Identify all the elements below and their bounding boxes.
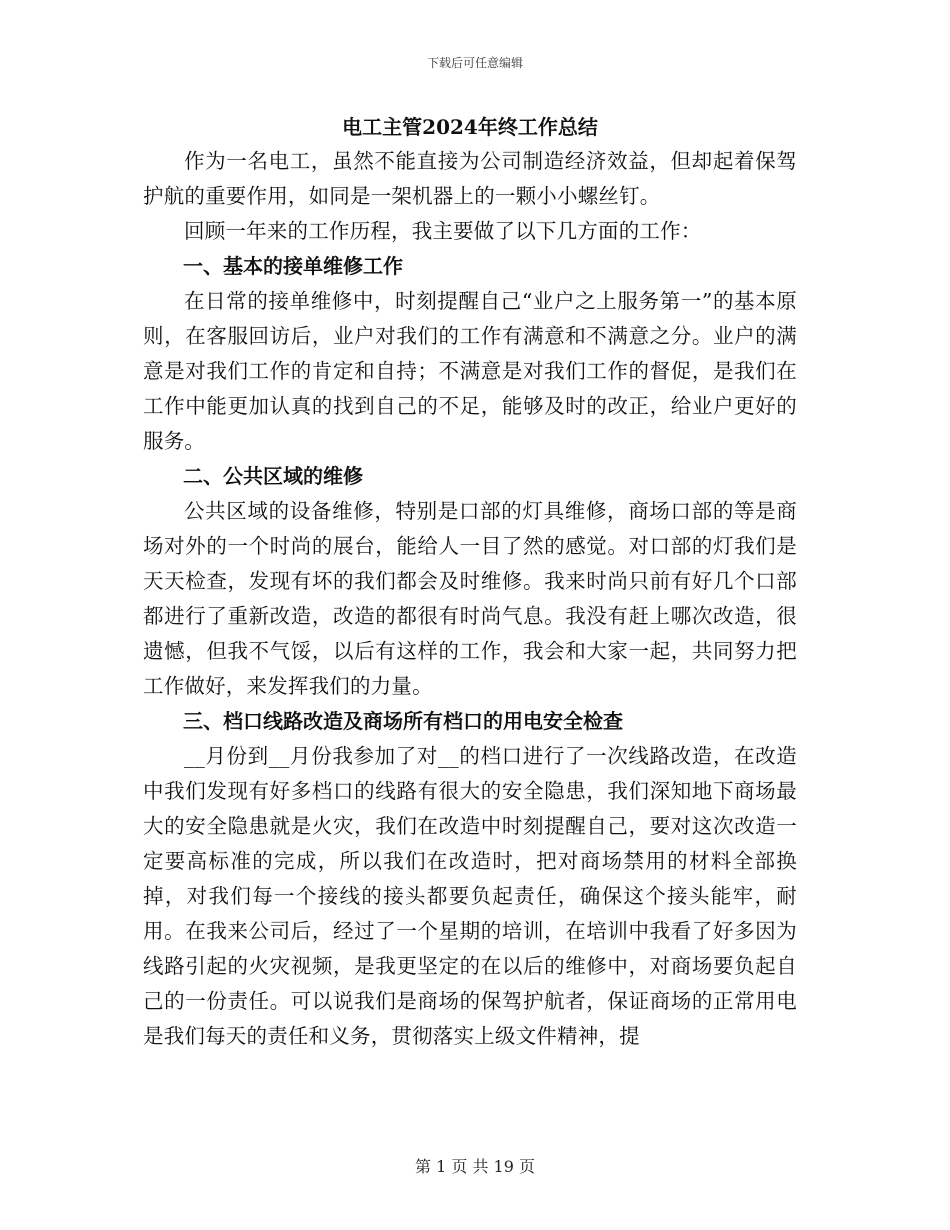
section-body-3: __月份到__月份我参加了对__的档口进行了一次线路改造，在改造中我们发现有好多档口的线路有很大的安全隐患，我们深知地下商场最大的安全隐患就是火灾，我们在改造中时刻提醒自己，要对这次改造一定要高标准的完成，所以我们在改造时，把对商场禁用的材料全部换掉，对我们每一个接线的接头都要负起责任，确保这个接头能牢，耐用。在我来公司后，经过了一个星期的培训，在培训中我看了好多因为线路引起的火灾视频，是我更坚定的在以后的维修中，对商场要负起自己的一份责任。可以说我们是商场的保驾护航者，保证商场的正常用电是我们每天的责任和义务，贯彻落实上级文件精神，提 [143,744,797,1048]
document-title: 电工主管2024年终工作总结 [342,115,598,139]
page-number: 第 1 页 共 19 页 [415,1157,535,1176]
section-heading-1: 一、基本的接单维修工作 [183,254,403,278]
overview-paragraph: 回顾一年来的工作历程，我主要做了以下几方面的工作： [184,219,702,243]
section-2 [143,459,797,704]
section-heading-3: 三、档口线路改造及商场所有档口的用电安全检查 [183,709,623,733]
section-heading-2: 二、公共区域的维修 [183,464,363,488]
section-body-2: 公共区域的设备维修，特别是口部的灯具维修，商场口部的等是商场对外的一个时尚的展台，能给人一目了然的感觉。对口部的灯我们是天天检查，发现有坏的我们都会及时维修。我来时尚只前有好几个口部都进行了重新改造，改造的都很有时尚气息。我没有赶上哪次改造，很遗憾，但我不气馁，以后有这样的工作，我会和大家一起，共同努力把工作做好，来发挥我们的力量。 [143,499,797,698]
document-body [143,110,797,1054]
section-1 [143,249,797,459]
section-3 [143,704,797,1054]
intro-paragraph: 作为一名电工，虽然不能直接为公司制造经济效益，但却起着保驾护航的重要作用，如同是一架机器上的一颗小小螺丝钉。 [143,149,797,208]
section-body-1: 在日常的接单维修中，时刻提醒自己“业户之上服务第一”的基本原则，在客服回访后，业户对我们的工作有满意和不满意之分。业户的满意是对我们工作的肯定和自持；不满意是对我们工作的督促，是我们在工作中能更加认真的找到自己的不足，能够及时的改正，给业户更好的服务。 [143,289,797,453]
header-note: 下载后可任意编辑 [426,56,523,70]
